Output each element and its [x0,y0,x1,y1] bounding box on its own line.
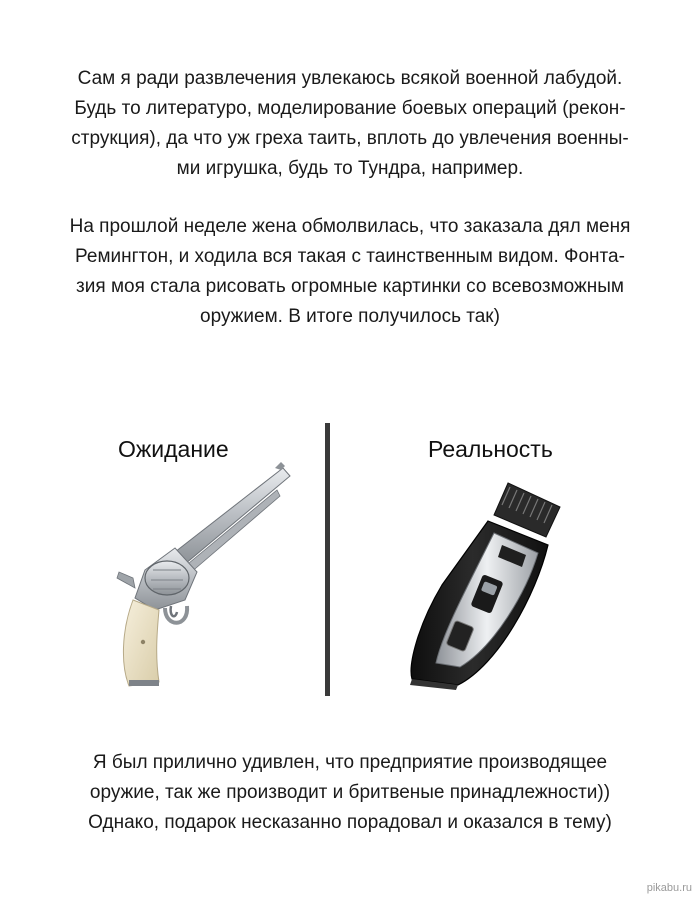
intro-paragraph-1 [40,64,660,184]
intro-paragraph-2 [40,212,660,332]
hair-trimmer-image [398,475,568,690]
text-line: оружие, так же производит и бритвеные принадлежности)) [89,782,611,803]
text-line: оружием. В итоге получилось так) [200,306,500,327]
text-line: Будь то литературо, моделирование боевых операций (рекон- [74,98,626,119]
text-line: ми игрушка, будь то Тундра, например. [176,158,524,179]
text-line: Ремингтон, и ходила вся такая с таинственным видом. Фонта- [75,246,625,267]
text-line: Сам я ради развлечения увлекаюсь всякой военной лабудой. [77,68,623,89]
text-line: На прошлой неделе жена обмолвилась, что заказала дял меня [69,216,631,237]
expectation-label: Ожидание [118,436,229,462]
text-line: Я был прилично удивлен, что предприятие производящее [92,752,608,773]
reality-label: Реальность [428,436,553,462]
text-line: Однако, подарок несказанно порадовал и оказался в тему) [88,812,612,833]
outro-paragraph [40,748,660,838]
text-line: струкция), да что уж греха таить, вплоть до увлечения военны- [71,128,629,149]
center-divider [325,423,330,696]
text-line: зия моя стала рисовать огромные картинки со всевозможным [76,276,624,297]
revolver-image [105,460,295,690]
watermark: pikabu.ru [646,882,692,894]
